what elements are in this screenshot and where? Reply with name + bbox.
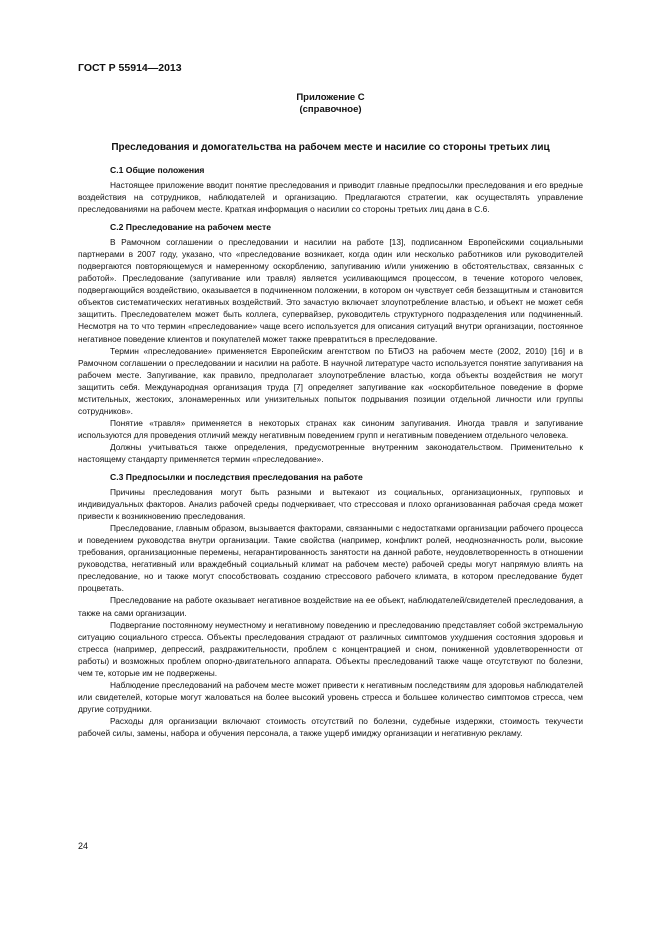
section-heading-c2: С.2 Преследование на рабочем месте xyxy=(110,222,271,233)
paragraph: Должны учитываться также определения, предусмотренные внутренним законодательством. Применительно к настоящему стандарту применяется термин «преследование». xyxy=(78,441,583,464)
section-heading-c1: С.1 Общие положения xyxy=(110,165,205,175)
paragraph: Настоящее приложение вводит понятие преследования и приводит главные предпосылки преследования и его вредные воздействия на сотрудников, наблюдателей и организацию. Предлагаются стратегии, как осуществлять управление преследованиями на рабочем месте. Краткая информация о насилии со стороны третьих лиц дана в С.6. xyxy=(78,180,583,215)
paragraph: Расходы для организации включают стоимость отсутствий по болезни, судебные издержки, стоимость текучести рабочей силы, замены, набора и обучения персонала, а также ущерб имиджу организации и негативную рекламу. xyxy=(78,715,583,738)
paragraph: Преследование на работе оказывает негативное воздействие на ее объект, наблюдателей/свидетелей преследования, а также на сами организации. xyxy=(78,595,583,618)
paragraph: Причины преследования могут быть разными и вытекают из социальных, организационных, групповых и индивидуальных факторов. Анализ рабочей среды подчеркивает, что стрессовая и плохо организованная рабочая среда может привести к возникновению преследования. xyxy=(78,487,583,522)
appendix-title: Приложение С xyxy=(296,92,365,103)
paragraph: Преследование, главным образом, вызывается факторами, связанными с недостатками организации рабочего процесса и поведением руководства внутри организации. Такие свойства (например, конфликт ролей, неоднозначность роли, высокие требования, организационные перемены, негарантированность занятости на данной работе, неудовлетворенность в отношении руководства, негативный или враждебный социальный климат на рабочем месте) рабочей среды могут напрямую влиять на преследование, но и также могут способствовать созданию стрессового рабочего климата, в котором преследование будет процветать. xyxy=(78,523,583,594)
appendix-type: (справочное) xyxy=(299,104,362,115)
paragraph: Термин «преследование» применяется Европейским агентством по БТиОЗ на рабочем месте (2002, 2010) [16] и в Рамочном соглашении о преследовании и насилии на работе. В научной литературе часто используется понятие запугивания на рабочем месте. Запугивание, как правило, предполагает злоупотребление властью, когда объекты воздействия не могут защитить себя. Международная организация труда [7] определяет запугивание как «оскорбительное поведение в форме мстительных, жестоких, злонамеренных или унизительных попыток подрывания позиции отдельной личности или группы сотрудников». xyxy=(78,345,583,416)
paragraph: Наблюдение преследований на рабочем месте может привести к негативным последствиям для здоровья наблюдателей или свидетелей, которые могут жаловаться на более высокий уровень стресса и большее количество симптомов стресса, чем другие сотрудники. xyxy=(78,679,583,714)
main-title: Преследования и домогательства на рабочем месте и насилие со стороны третьих лиц xyxy=(111,142,550,153)
page-number: 24 xyxy=(78,841,89,851)
paragraph: Понятие «травля» применяется в некоторых странах как синоним запугивания. Иногда травля и запугивание используются для проведения отличий между негативным поведением групп и негативным поведением отдельного человека. xyxy=(78,417,583,440)
paragraph: В Рамочном соглашении о преследовании и насилии на работе [13], подписанном Европейскими социальными партнерами в 2007 году, указано, что «преследование возникает, когда один или несколько работников или руководителей подвергаются повторяющемуся и намеренному оскорблению, запугиванию и/или унижению в обстоятельствах, связанных с работой». Преследование (запугивание или травля) является усиливающимся процессом, в течение которого человек, подвергающийся воздействию, оказывается в подчиненном положении, в котором он чувствует себя беззащитным и становится объектов систематических негативных воздействий. Это зачастую включает злоупотребление властью, и объект не может себя защитить. Преследователем может быть коллега, супервайзер, руководитель структурного подразделения или подчиненный. Несмотря на то что термин «преследование» чаще всего используется для описания ситуаций внутри организации, постоянное негативное поведение клиентов и покупателей может также превратиться в преследование. xyxy=(78,237,583,344)
paragraph: Подвергание постоянному неуместному и негативному поведению и преследованию представляет собой экстремальную ситуацию социального стресса. Объекты преследования страдают от различных симптомов ухудшения состояния здоровья и стресса (например, депрессий, раздражительности, проблем с концентрацией и сном, пониженной удовлетворенности от работы) и возможных проблем опорно-двигательного аппарата. Объекты преследований также чаще отсутствуют по болезни, чем те, которые им не подвержены. xyxy=(78,619,583,678)
standard-code: ГОСТ Р 55914—2013 xyxy=(78,62,182,74)
appendix-heading xyxy=(78,92,583,116)
document-body xyxy=(78,164,583,739)
section-heading-c3: С.3 Предпосылки и последствия преследования на работе xyxy=(110,472,363,483)
